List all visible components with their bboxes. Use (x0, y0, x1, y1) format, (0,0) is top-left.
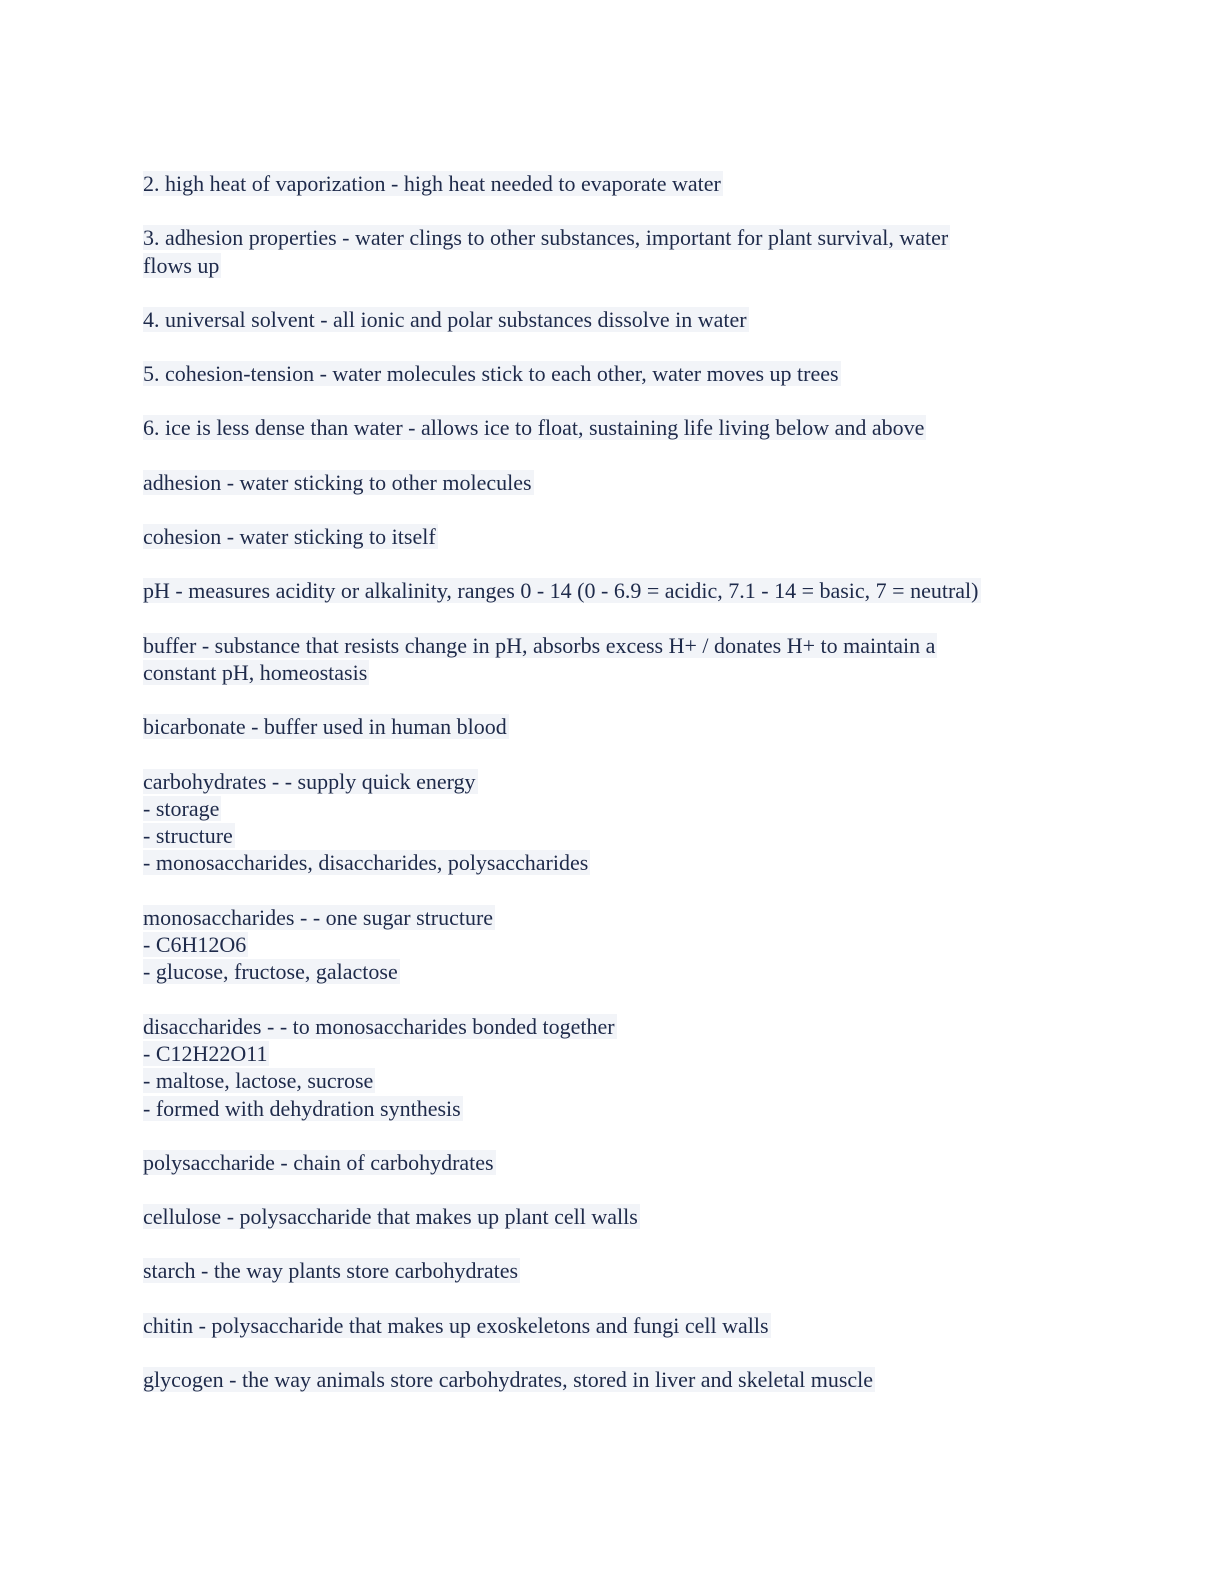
note-line: polysaccharide - chain of carbohydrates (143, 1149, 494, 1175)
note-line: - maltose, lactose, sucrose (143, 1068, 374, 1094)
note-line: - C12H22O11 (143, 1040, 268, 1066)
document-page (143, 170, 1083, 1420)
note-line: disaccharides - - to monosaccharides bonded together (143, 1013, 615, 1039)
note-entry (143, 904, 1083, 986)
note-line: glycogen - the way animals store carbohydrates, stored in liver and skeletal muscle (143, 1367, 874, 1393)
note-entry (143, 306, 1083, 333)
note-entry (143, 1203, 1083, 1230)
note-entry (143, 1366, 1083, 1393)
note-entry (143, 768, 1083, 877)
note-line: pH - measures acidity or alkalinity, ranges 0 - 14 (0 - 6.9 = acidic, 7.1 - 14 = basic, 7 = neutral) (143, 578, 979, 604)
note-line: - formed with dehydration synthesis (143, 1095, 461, 1121)
note-entry (143, 469, 1083, 496)
note-line: 6. ice is less dense than water - allows ice to float, sustaining life living below and above (143, 415, 925, 441)
note-line: constant pH, homeostasis (143, 659, 368, 685)
note-entry (143, 1312, 1083, 1339)
note-entry (143, 1257, 1083, 1284)
note-entry (143, 360, 1083, 387)
note-line: - structure (143, 823, 233, 849)
note-line: 4. universal solvent - all ionic and polar substances dissolve in water (143, 306, 747, 332)
note-entry (143, 170, 1083, 197)
note-entry (143, 1149, 1083, 1176)
note-line: - C6H12O6 (143, 932, 247, 958)
note-line: flows up (143, 252, 220, 278)
note-line: carbohydrates - - supply quick energy (143, 768, 476, 794)
note-line: monosaccharides - - one sugar structure (143, 904, 494, 930)
note-line: bicarbonate - buffer used in human blood (143, 714, 507, 740)
note-line: 5. cohesion-tension - water molecules stick to each other, water moves up trees (143, 361, 839, 387)
note-entry (143, 577, 1083, 604)
note-entry (143, 632, 1083, 687)
note-entry (143, 224, 1083, 279)
note-line: 3. adhesion properties - water clings to other substances, important for plant survival, water (143, 225, 949, 251)
note-line: cellulose - polysaccharide that makes up plant cell walls (143, 1204, 638, 1230)
note-line: starch - the way plants store carbohydrates (143, 1258, 519, 1284)
note-line: - storage (143, 795, 220, 821)
note-entry (143, 713, 1083, 740)
note-line: chitin - polysaccharide that makes up exoskeletons and fungi cell walls (143, 1312, 769, 1338)
note-line: - glucose, fructose, galactose (143, 959, 398, 985)
note-entry (143, 414, 1083, 441)
note-line: cohesion - water sticking to itself (143, 524, 436, 550)
note-line: adhesion - water sticking to other molecules (143, 469, 532, 495)
note-entry (143, 1013, 1083, 1122)
note-line: - monosaccharides, disaccharides, polysaccharides (143, 850, 589, 876)
note-entry (143, 523, 1083, 550)
note-line: 2. high heat of vaporization - high heat needed to evaporate water (143, 171, 721, 196)
note-line: buffer - substance that resists change in pH, absorbs excess H+ / donates H+ to maintain a (143, 632, 936, 658)
